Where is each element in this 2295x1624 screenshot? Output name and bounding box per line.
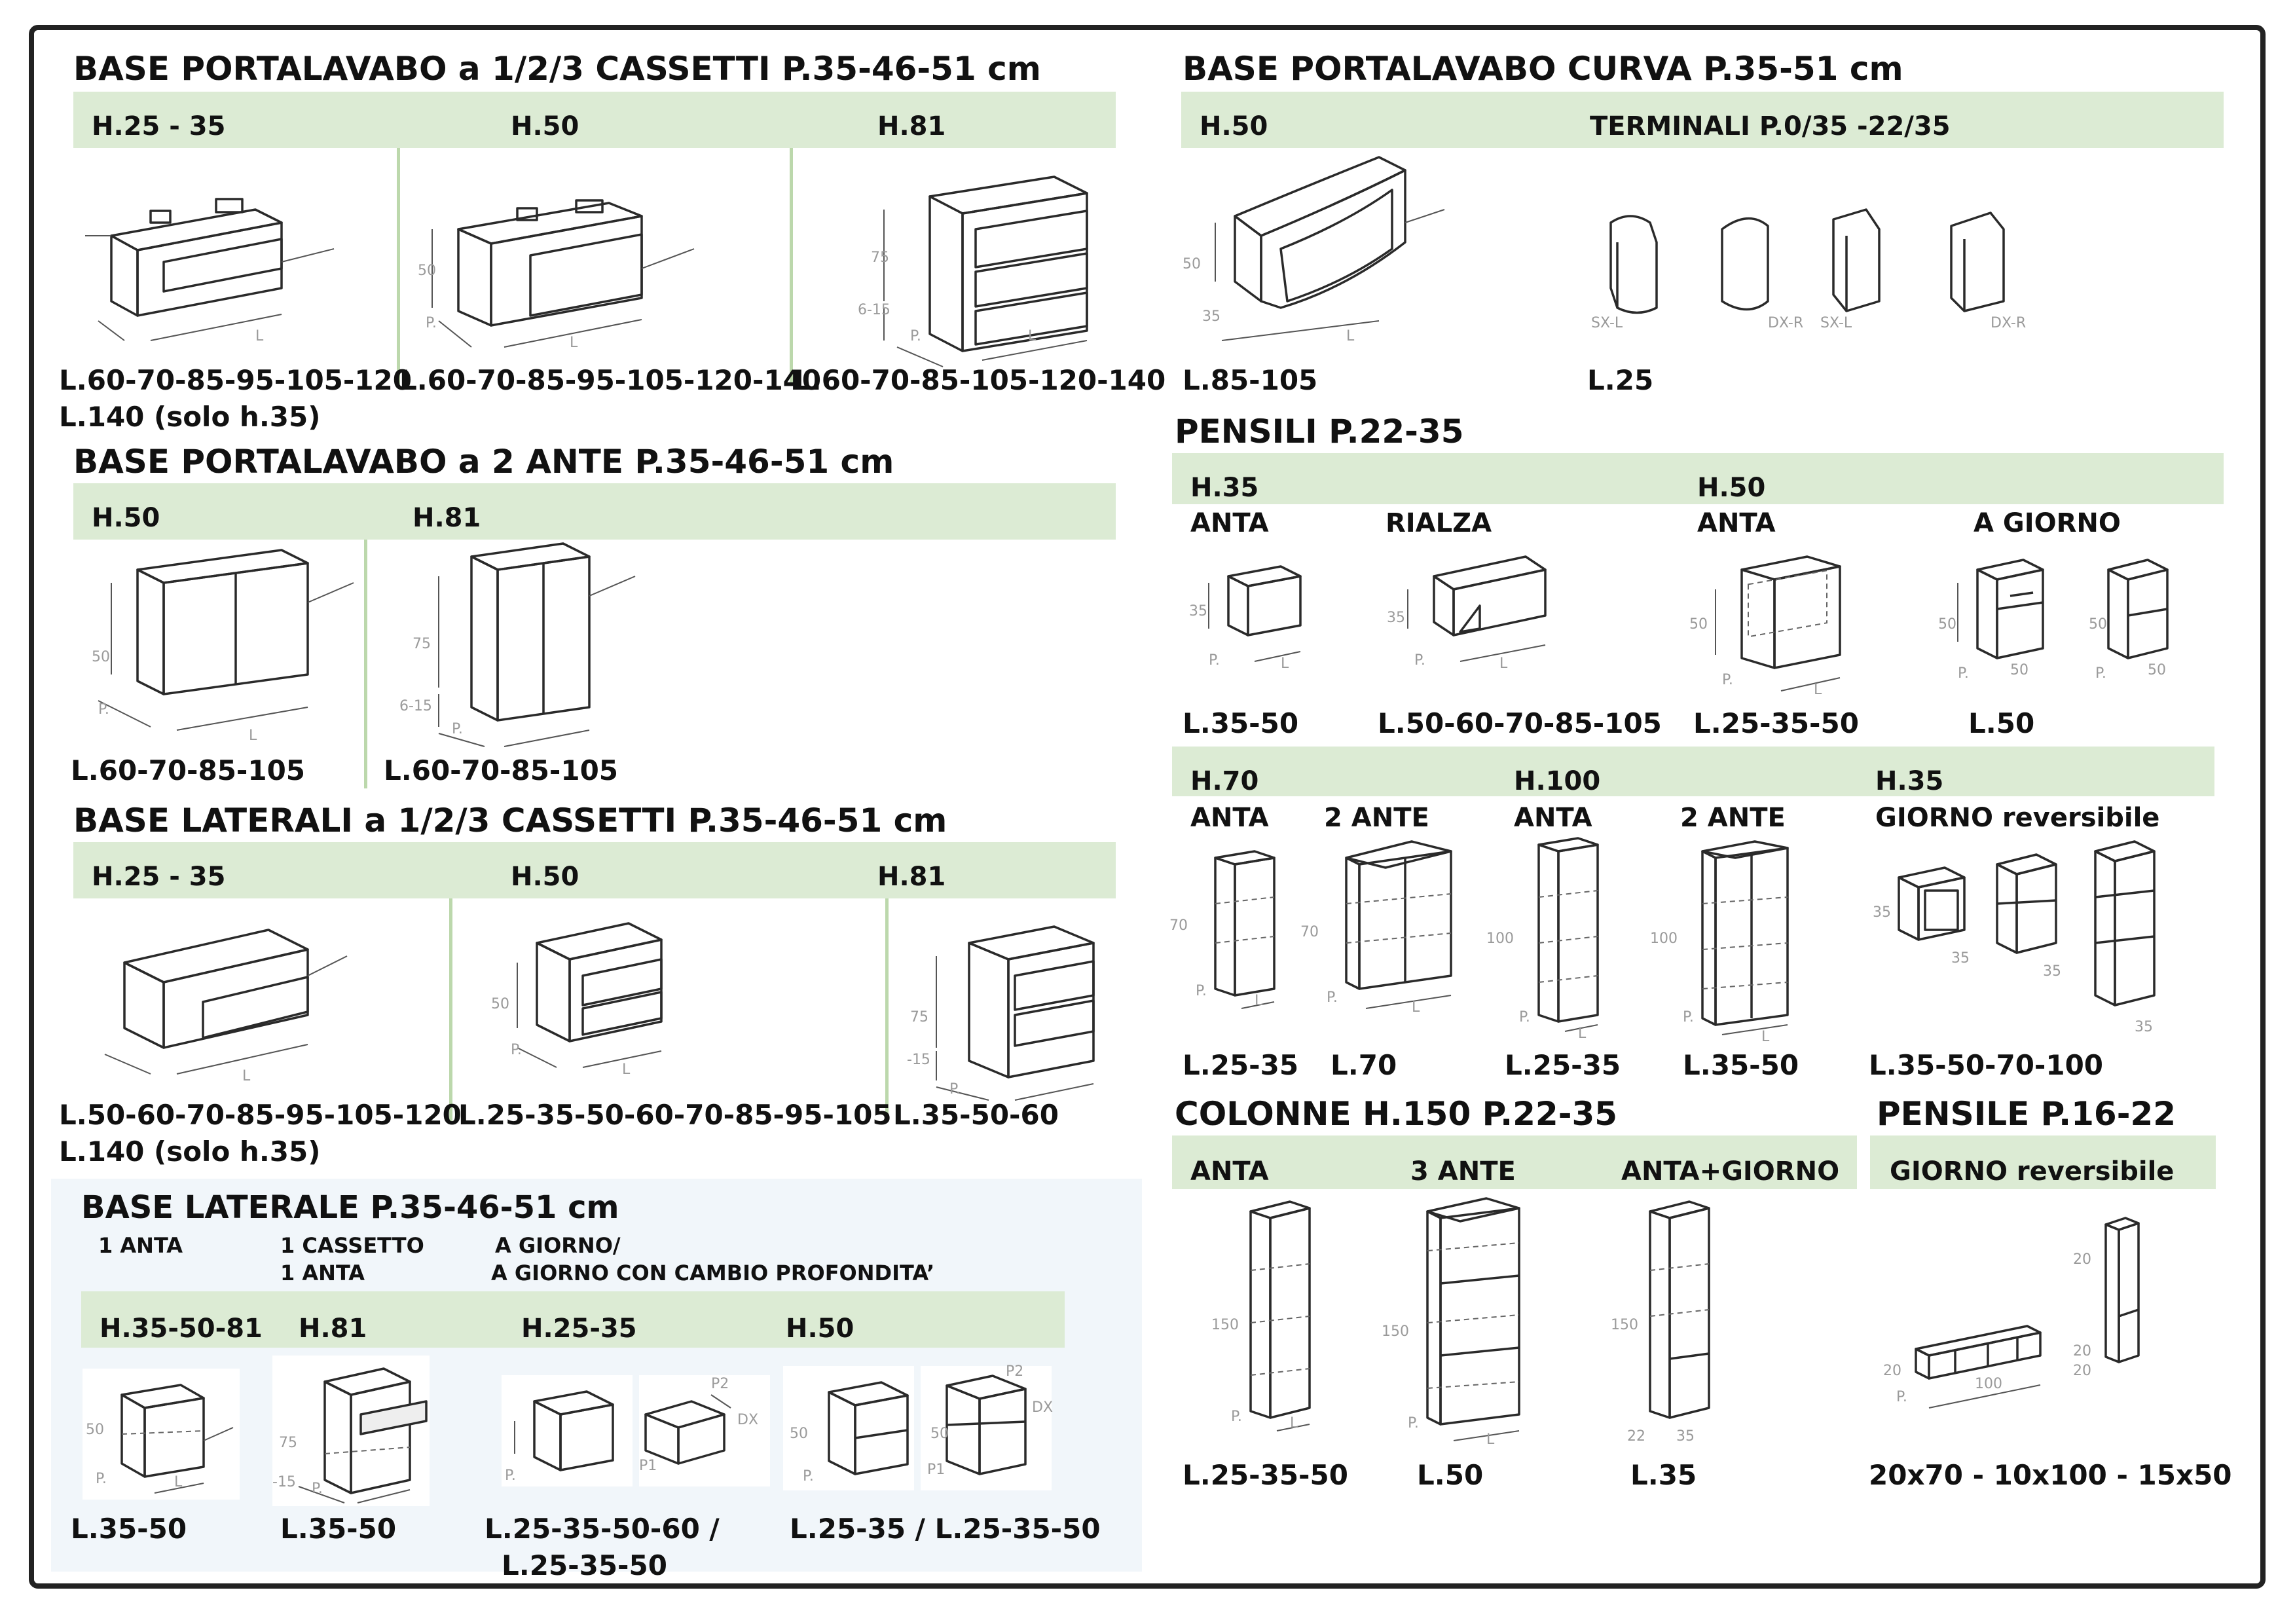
size-label: L.50 [1968,707,2035,739]
svg-text:P.: P. [1408,1415,1419,1431]
svg-text:DX: DX [1032,1399,1054,1416]
wall-unit-anta-h50-illustration [1683,530,1866,701]
column-3ante-illustration [1382,1192,1552,1467]
size-label: L.35-50 [280,1513,397,1545]
side-base-giorno-profondita-illustration [783,1363,1058,1497]
column-divider [790,148,793,384]
height-label: H.81 [299,1314,367,1344]
size-label: L.60-70-85-105-120-140 [794,364,1166,396]
svg-text:L: L [255,328,264,344]
type-label: A GIORNO [1974,508,2121,538]
height-band [73,483,1116,540]
height-label: H.70 [1190,766,1259,796]
side-drawer-low-illustration [85,904,373,1100]
size-label: L.25-35-50-60-70-85-95-105 [458,1099,892,1131]
column-divider [364,540,367,788]
wall-unit-anta-illustration [1183,550,1327,681]
height-label: H.81 [877,862,946,892]
column-anta-giorno-illustration [1611,1198,1755,1460]
svg-text:L: L [1486,1431,1495,1448]
svg-text:L: L [249,728,257,744]
terminal-label: DX-R [1991,315,2027,331]
type-label: ANTA [1190,803,1269,833]
size-label: L.60-70-85-95-105-120 [59,364,413,396]
svg-text:P.: P. [1231,1409,1242,1425]
svg-text:35: 35 [1387,610,1405,626]
svg-text:50: 50 [491,996,509,1012]
svg-text:20: 20 [1883,1363,1901,1379]
svg-text:70: 70 [1169,917,1188,934]
type-label: 3 ANTE [1410,1156,1516,1187]
svg-text:P.: P. [511,1042,522,1058]
svg-text:L: L [1255,993,1263,1009]
size-label: L.70 [1331,1049,1397,1081]
svg-text:P.: P. [1896,1389,1907,1405]
svg-text:35: 35 [2135,1019,2153,1035]
size-label: L.35-50 [1683,1049,1799,1081]
svg-text:35: 35 [1951,950,1970,967]
type-label: 1 ANTA [98,1233,183,1258]
size-label: L.60-70-85-105 [384,754,619,786]
height-label: H.50 [786,1314,854,1344]
section-title-colonne: COLONNE H.150 P.22-35 [1175,1095,1618,1133]
section-title-base-laterale: BASE LATERALE P.35-46-51 cm [81,1189,619,1226]
svg-text:20: 20 [2073,1251,2091,1268]
size-label: L.25-35 [1183,1049,1299,1081]
svg-text:L: L [1281,655,1289,672]
section-title-pensili: PENSILI P.22-35 [1175,413,1464,451]
svg-text:75: 75 [279,1435,297,1451]
shelf-giorno-reversibile-illustration [1870,1218,2197,1428]
svg-text:50: 50 [930,1426,949,1442]
height-label: H.50 [92,503,160,533]
svg-text:P.: P. [1722,672,1733,688]
svg-text:50: 50 [418,263,436,279]
wall-unit-h100-anta-illustration [1486,832,1630,1041]
type-label: ANTA [1190,508,1269,538]
terminal-label: SX-L [1591,315,1623,331]
svg-text:P1: P1 [927,1462,946,1478]
svg-text:P.: P. [505,1467,516,1484]
svg-text:20: 20 [2073,1343,2091,1359]
size-label: L.25-35 [1505,1049,1621,1081]
size-label: L.25-35-50-60 / [485,1513,720,1545]
column-anta-illustration [1211,1198,1355,1460]
two-door-vanity-low-illustration [85,544,360,747]
size-label: L.60-70-85-105 [71,754,306,786]
svg-text:P.: P. [803,1468,814,1485]
svg-text:L: L [1499,655,1508,672]
type-label: RIALZA [1386,508,1492,538]
height-band [1172,747,2214,796]
size-note: L.140 (solo h.35) [59,401,321,433]
svg-text:35: 35 [1202,308,1221,325]
svg-text:6-15: 6-15 [399,698,432,714]
svg-text:P.: P. [96,1471,107,1487]
size-label: L.60-70-85-95-105-120-140 [399,364,822,396]
curved-vanity-illustration [1183,144,1471,360]
height-label: H.35-50-81 [100,1314,263,1344]
type-label: 1 ANTA [280,1261,365,1285]
svg-text:50: 50 [2010,662,2029,678]
svg-text:P.: P. [426,315,437,331]
svg-text:50: 50 [2089,616,2107,633]
svg-text:P.: P. [910,328,921,344]
svg-text:35: 35 [1873,904,1891,921]
height-label: H.50 [511,111,579,141]
svg-text:P.: P. [98,701,109,718]
column-divider [885,898,889,1121]
svg-text:75: 75 [413,636,431,652]
type-label: A GIORNO CON CAMBIO PROFONDITA’ [491,1261,935,1285]
svg-text:P.: P. [452,721,463,737]
type-label: 1 CASSETTO [280,1233,424,1258]
svg-text:L: L [1814,682,1822,698]
type-label: ANTA [1514,803,1592,833]
svg-text:22: 22 [1627,1428,1645,1445]
svg-text:P.: P. [1327,989,1338,1006]
type-label: ANTA [1697,508,1776,538]
svg-text:L: L [1761,1029,1770,1045]
side-base-giorno-illustration [502,1375,777,1493]
wall-unit-h70-anta-illustration [1169,845,1300,1015]
wall-unit-rialza-illustration [1382,544,1571,681]
side-drawer-tall-illustration [897,891,1120,1107]
svg-text:DX: DX [737,1412,759,1428]
terminal-label: SX-L [1820,315,1852,331]
svg-text:P.: P. [312,1481,323,1497]
size-label: L.25-35-50 [1183,1459,1348,1491]
svg-text:L: L [570,335,578,351]
svg-text:L: L [1412,999,1420,1016]
svg-text:L: L [1028,328,1037,344]
svg-text:P.: P. [1196,983,1207,999]
drawer-vanity-mid-illustration [413,151,714,360]
svg-text:P.: P. [1414,652,1425,669]
height-label: H.50 [511,862,579,892]
type-label: GIORNO reversibile [1875,803,2160,833]
svg-text:70: 70 [1300,924,1319,940]
svg-text:L: L [1346,328,1355,344]
svg-text:P.: P. [1683,1009,1694,1025]
svg-text:150: 150 [1611,1317,1638,1333]
drawer-vanity-low-illustration [85,164,373,360]
size-label: L.25-35-50 [1693,707,1859,739]
wall-unit-giorno-illustration [1938,544,2200,688]
wall-unit-h100-2ante-illustration [1650,832,1820,1045]
section-title-portalavabo-curva: BASE PORTALAVABO CURVA P.35-51 cm [1183,50,1903,88]
svg-text:50: 50 [86,1422,104,1438]
size-label: L.35 [1630,1459,1697,1491]
size-note: L.140 (solo h.35) [59,1135,321,1168]
svg-text:100: 100 [1486,931,1514,947]
wall-unit-h70-2ante-illustration [1300,832,1471,1015]
svg-text:150: 150 [1211,1317,1239,1333]
size-label: L.35-50 [71,1513,187,1545]
svg-text:P.: P. [2095,665,2106,682]
size-label: L.85-105 [1183,364,1318,396]
size-label: L.25-35 / L.25-35-50 [790,1513,1101,1545]
size-label: L.35-50 [1183,707,1299,739]
size-label: L.50 [1417,1459,1484,1491]
svg-text:P2: P2 [1006,1363,1024,1380]
svg-text:50: 50 [790,1426,808,1442]
svg-text:P2: P2 [711,1376,729,1392]
type-label: GIORNO reversibile [1890,1156,2175,1187]
svg-text:L: L [1578,1025,1587,1042]
svg-text:50: 50 [1938,616,1956,633]
svg-text:-15: -15 [907,1052,930,1068]
svg-text:75: 75 [910,1009,928,1025]
svg-text:35: 35 [1189,603,1207,619]
svg-text:L: L [174,1474,183,1490]
svg-text:P1: P1 [639,1458,657,1474]
size-label: 20x70 - 10x100 - 15x50 [1869,1459,2232,1491]
svg-text:35: 35 [2043,963,2061,980]
size-label: L.25 [1587,364,1654,396]
svg-text:50: 50 [92,649,110,665]
height-label: H.25 - 35 [92,111,226,141]
height-label: H.35 [1190,473,1259,503]
size-label: L.35-50-70-100 [1869,1049,2104,1081]
size-label: L.50-60-70-85-95-105-120 [59,1099,462,1131]
height-band [73,92,1116,148]
terminal-units-illustration [1591,203,2027,354]
size-label: L.25-35-50 [502,1549,667,1581]
svg-text:6-15: 6-15 [858,302,890,318]
svg-text:100: 100 [1650,931,1678,947]
svg-text:P.: P. [1958,665,1969,682]
svg-text:L: L [1290,1415,1298,1431]
svg-text:-15: -15 [272,1474,296,1490]
svg-text:50: 50 [1689,616,1708,633]
height-label: H.50 [1697,473,1766,503]
size-label: L.35-50-60 [893,1099,1059,1131]
type-label: A GIORNO/ [495,1233,621,1258]
height-label: H.81 [413,503,481,533]
side-drawer-mid-illustration [478,904,714,1100]
height-label: H.25-35 [521,1314,637,1344]
svg-text:50: 50 [2148,662,2166,678]
type-label: ANTA [1190,1156,1269,1187]
type-label: 2 ANTE [1324,803,1429,833]
drawer-vanity-tall-illustration [832,151,1120,360]
svg-text:L: L [242,1068,251,1084]
column-divider [397,148,400,384]
svg-text:150: 150 [1382,1323,1409,1340]
svg-text:100: 100 [1975,1376,2002,1392]
svg-text:L: L [622,1061,631,1078]
height-label: H.25 - 35 [92,862,226,892]
height-label: TERMINALI P.0/35 -22/35 [1590,111,1951,141]
svg-text:75: 75 [871,249,889,266]
height-label: H.81 [877,111,946,141]
section-title-base-laterali: BASE LATERALI a 1/2/3 CASSETTI P.35-46-51 cm [73,802,947,840]
svg-text:P.: P. [1519,1009,1530,1025]
column-divider [449,898,452,1121]
two-door-vanity-tall-illustration [386,537,661,760]
svg-text:P.: P. [949,1081,961,1098]
size-label: L.50-60-70-85-105 [1378,707,1662,739]
side-base-anta-illustration [83,1369,246,1500]
section-title-base-portalavabo-ante: BASE PORTALAVABO a 2 ANTE P.35-46-51 cm [73,443,894,481]
height-label: H.35 [1875,766,1944,796]
height-label: H.50 [1200,111,1268,141]
section-title-base-portalavabo-cassetti: BASE PORTALAVABO a 1/2/3 CASSETTI P.35-46-51 cm [73,50,1041,88]
svg-text:35: 35 [1676,1428,1695,1445]
svg-text:20: 20 [2073,1363,2091,1379]
wall-unit-giorno-reversibile-illustration [1866,838,2174,1048]
svg-text:P.: P. [1209,652,1220,669]
section-title-pensile: PENSILE P.16-22 [1877,1095,2176,1133]
svg-text:50: 50 [1183,256,1201,272]
terminal-label: DX-R [1768,315,1804,331]
side-base-cassetto-illustration [272,1356,430,1506]
type-label: ANTA+GIORNO [1621,1156,1840,1187]
height-label: H.100 [1514,766,1601,796]
type-label: 2 ANTE [1680,803,1786,833]
